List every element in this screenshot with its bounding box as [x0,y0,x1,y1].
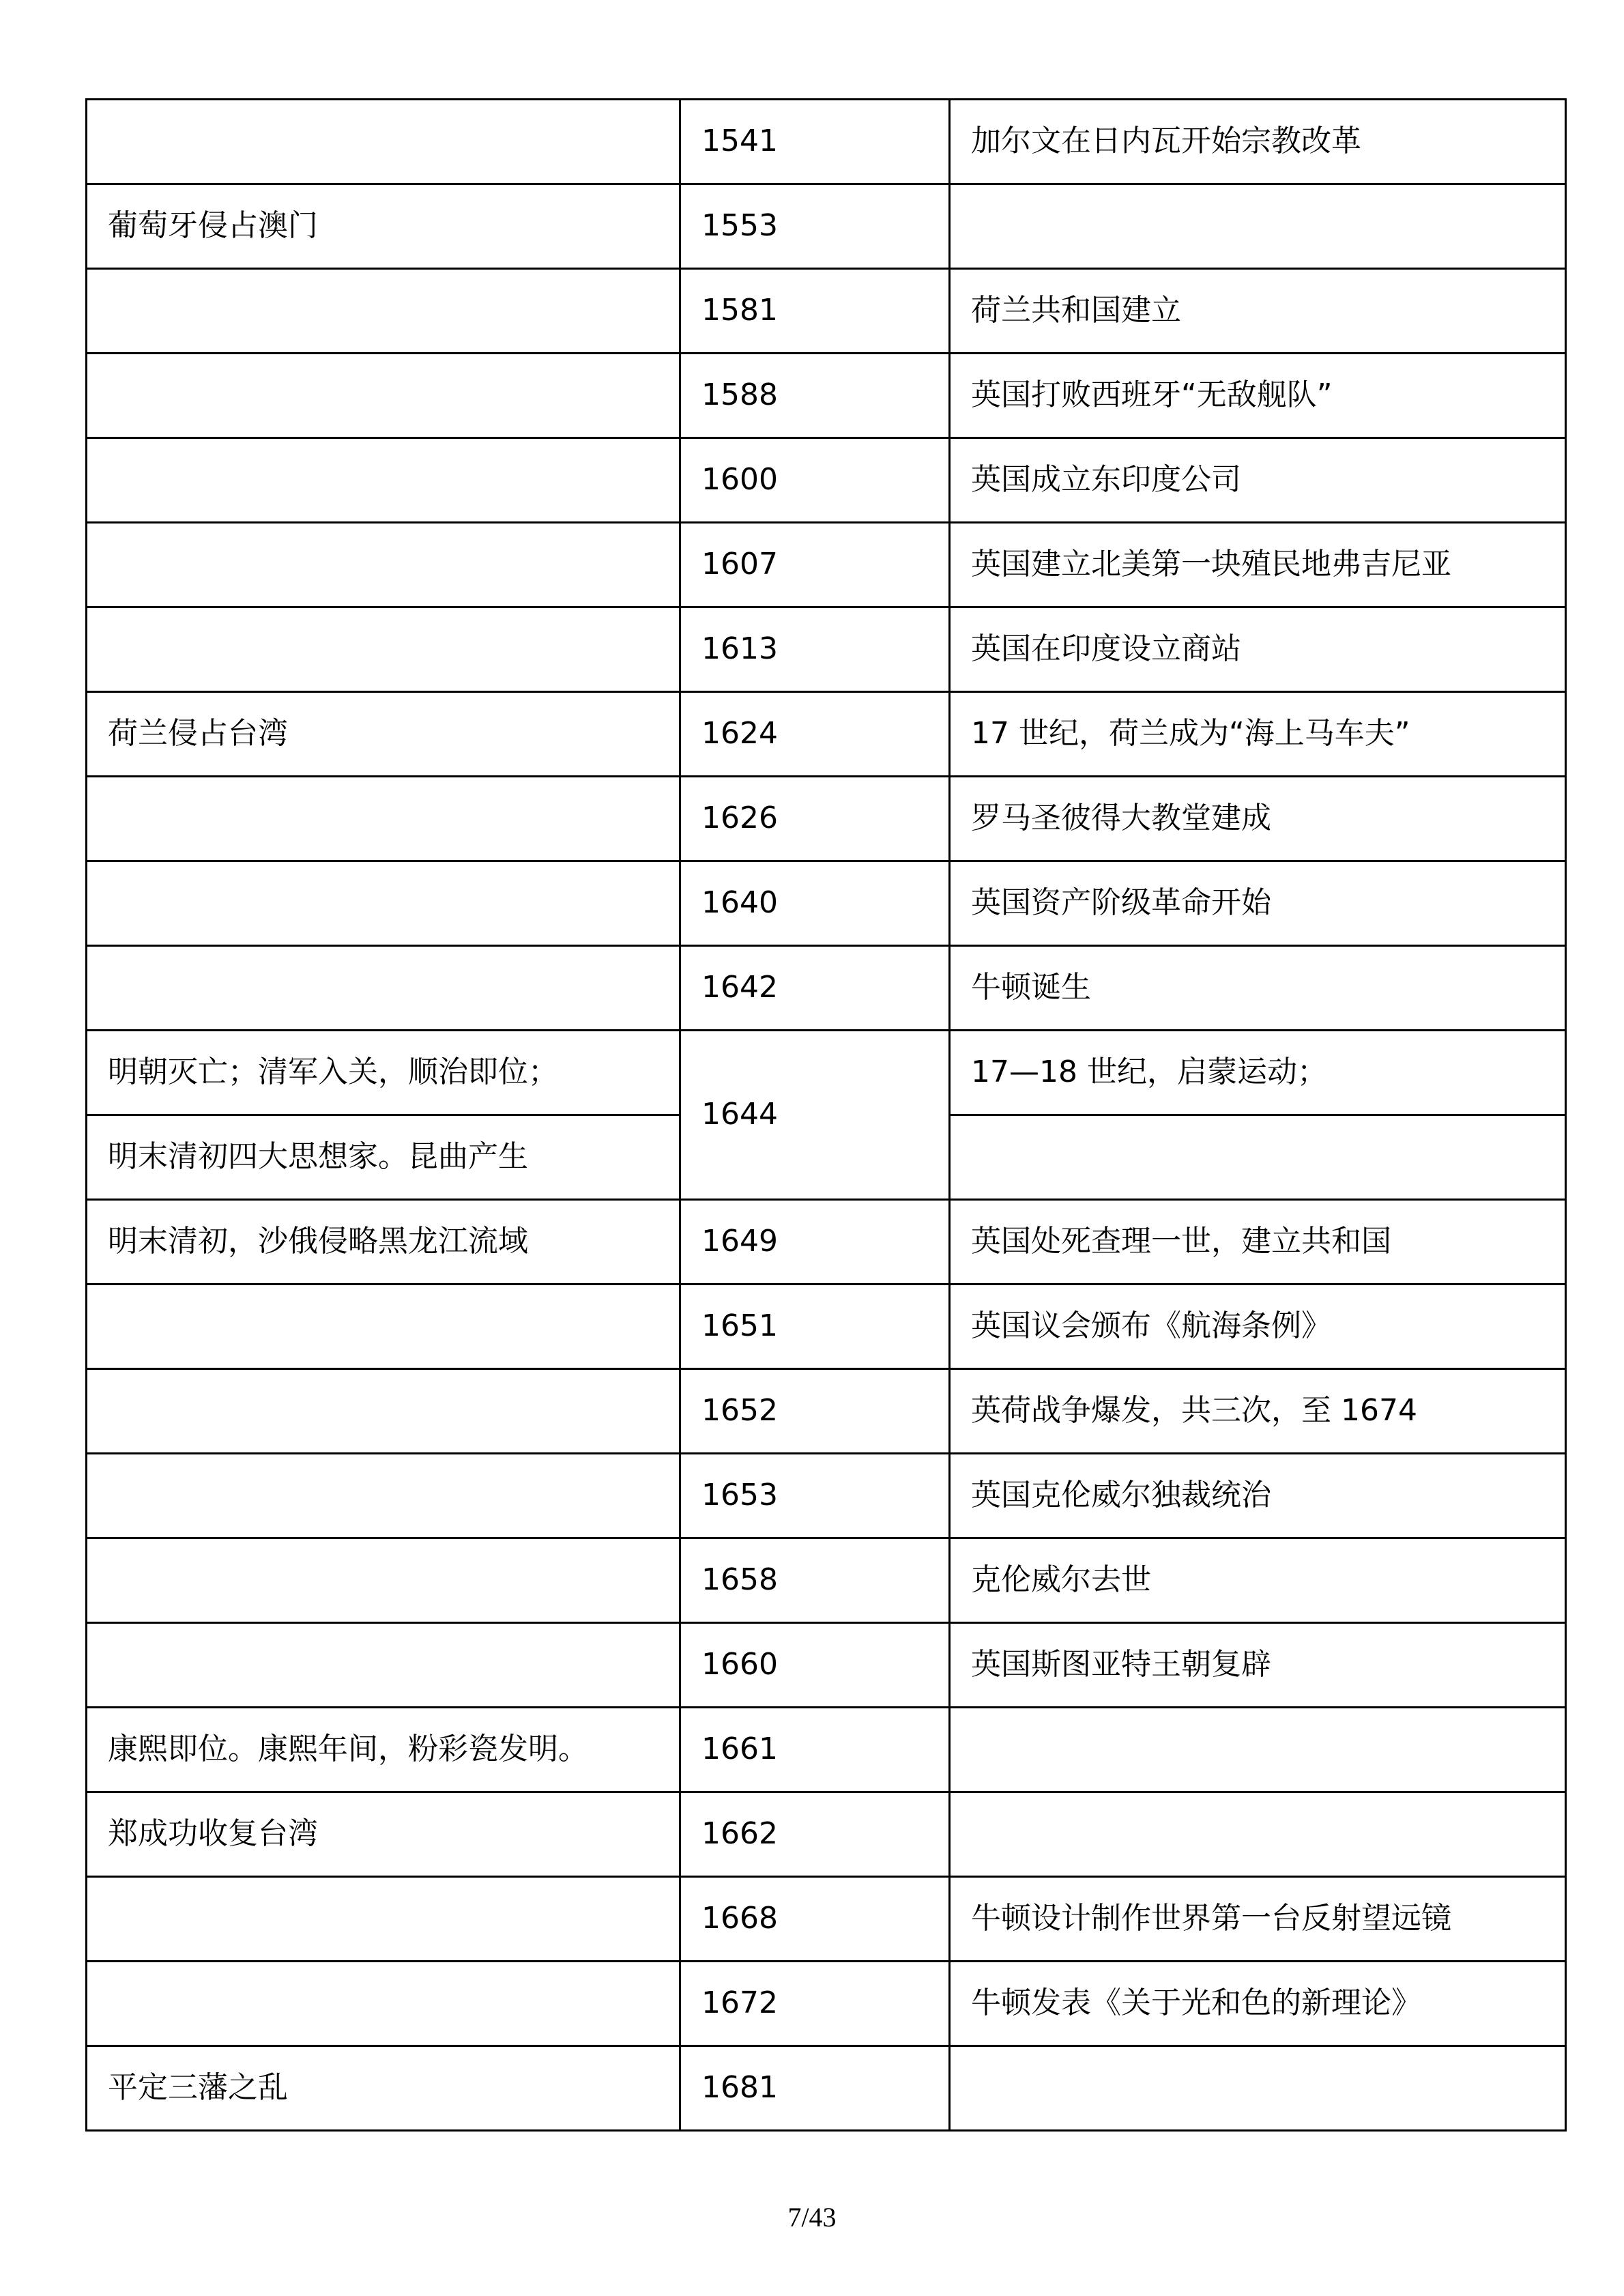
china-event-cell [87,100,680,184]
year-cell: 1541 [680,100,950,184]
china-event-cell: 明末清初四大思想家。昆曲产生 [87,1115,680,1200]
year-cell: 1588 [680,354,950,438]
year-cell: 1626 [680,777,950,861]
table-row [87,861,1566,946]
china-event-cell [87,1962,680,2046]
table-row [87,1285,1566,1369]
table-row [87,269,1566,354]
year-cell: 1649 [680,1200,950,1285]
china-event-cell [87,607,680,692]
table-row [87,1538,1566,1623]
china-event-cell: 康熙即位。康熙年间，粉彩瓷发明。 [87,1708,680,1792]
world-event-cell: 牛顿诞生 [950,946,1566,1031]
china-event-cell: 葡萄牙侵占澳门 [87,184,680,269]
year-cell: 1607 [680,523,950,607]
table-row [87,946,1566,1031]
world-event-cell: 克伦威尔去世 [950,1538,1566,1623]
world-event-cell: 英国议会颁布《航海条例》 [950,1285,1566,1369]
table-row [87,1708,1566,1792]
world-event-cell: 英国斯图亚特王朝复辟 [950,1623,1566,1708]
world-event-cell [950,1115,1566,1200]
table-row [87,607,1566,692]
world-event-cell: 英国打败西班牙“无敌舰队” [950,354,1566,438]
year-cell: 1660 [680,1623,950,1708]
year-cell: 1672 [680,1962,950,2046]
table-row [87,1877,1566,1962]
world-event-cell: 牛顿设计制作世界第一台反射望远镜 [950,1877,1566,1962]
year-cell: 1624 [680,692,950,777]
world-event-cell: 牛顿发表《关于光和色的新理论》 [950,1962,1566,2046]
china-event-cell [87,1538,680,1623]
china-event-cell [87,354,680,438]
year-cell: 1681 [680,2046,950,2131]
history-timeline-table [85,98,1567,2132]
world-event-cell [950,2046,1566,2131]
table-row [87,354,1566,438]
year-cell: 1652 [680,1369,950,1454]
world-event-cell [950,1708,1566,1792]
table-row [87,438,1566,523]
year-cell: 1658 [680,1538,950,1623]
year-cell: 1668 [680,1877,950,1962]
year-cell: 1651 [680,1285,950,1369]
year-cell: 1642 [680,946,950,1031]
china-event-cell [87,1877,680,1962]
table-row [87,184,1566,269]
china-event-cell: 明朝灭亡；清军入关，顺治即位； [87,1031,680,1115]
table-row [87,523,1566,607]
table-row [87,1369,1566,1454]
world-event-cell [950,1792,1566,1877]
china-event-cell: 明末清初，沙俄侵略黑龙江流域 [87,1200,680,1285]
table-row [87,1623,1566,1708]
world-event-cell: 17—18 世纪，启蒙运动； [950,1031,1566,1115]
table-row [87,2046,1566,2131]
china-event-cell: 郑成功收复台湾 [87,1792,680,1877]
china-event-cell [87,523,680,607]
world-event-cell: 英国成立东印度公司 [950,438,1566,523]
world-event-cell: 17 世纪，荷兰成为“海上马车夫” [950,692,1566,777]
world-event-cell: 罗马圣彼得大教堂建成 [950,777,1566,861]
china-event-cell: 平定三藩之乱 [87,2046,680,2131]
table-row [87,100,1566,184]
table-row [87,1792,1566,1877]
china-event-cell [87,1454,680,1538]
world-event-cell: 英国克伦威尔独裁统治 [950,1454,1566,1538]
table-row [87,1200,1566,1285]
table-row [87,1031,1566,1115]
world-event-cell: 加尔文在日内瓦开始宗教改革 [950,100,1566,184]
world-event-cell: 英荷战争爆发，共三次，至 1674 [950,1369,1566,1454]
china-event-cell [87,269,680,354]
china-event-cell [87,1369,680,1454]
china-event-cell [87,1285,680,1369]
table-row [87,1454,1566,1538]
china-event-cell [87,777,680,861]
china-event-cell: 荷兰侵占台湾 [87,692,680,777]
year-cell: 1613 [680,607,950,692]
year-cell: 1662 [680,1792,950,1877]
year-cell-merged: 1644 [680,1031,950,1200]
table-row [87,692,1566,777]
year-cell: 1600 [680,438,950,523]
world-event-cell: 荷兰共和国建立 [950,269,1566,354]
year-cell: 1581 [680,269,950,354]
page-number: 7/43 [787,2202,837,2233]
year-cell: 1661 [680,1708,950,1792]
world-event-cell: 英国建立北美第一块殖民地弗吉尼亚 [950,523,1566,607]
china-event-cell [87,438,680,523]
china-event-cell [87,861,680,946]
china-event-cell [87,1623,680,1708]
world-event-cell: 英国资产阶级革命开始 [950,861,1566,946]
table-row [87,1962,1566,2046]
year-cell: 1553 [680,184,950,269]
year-cell: 1640 [680,861,950,946]
world-event-cell: 英国处死查理一世，建立共和国 [950,1200,1566,1285]
world-event-cell: 英国在印度设立商站 [950,607,1566,692]
china-event-cell [87,946,680,1031]
table-row [87,777,1566,861]
world-event-cell [950,184,1566,269]
year-cell: 1653 [680,1454,950,1538]
